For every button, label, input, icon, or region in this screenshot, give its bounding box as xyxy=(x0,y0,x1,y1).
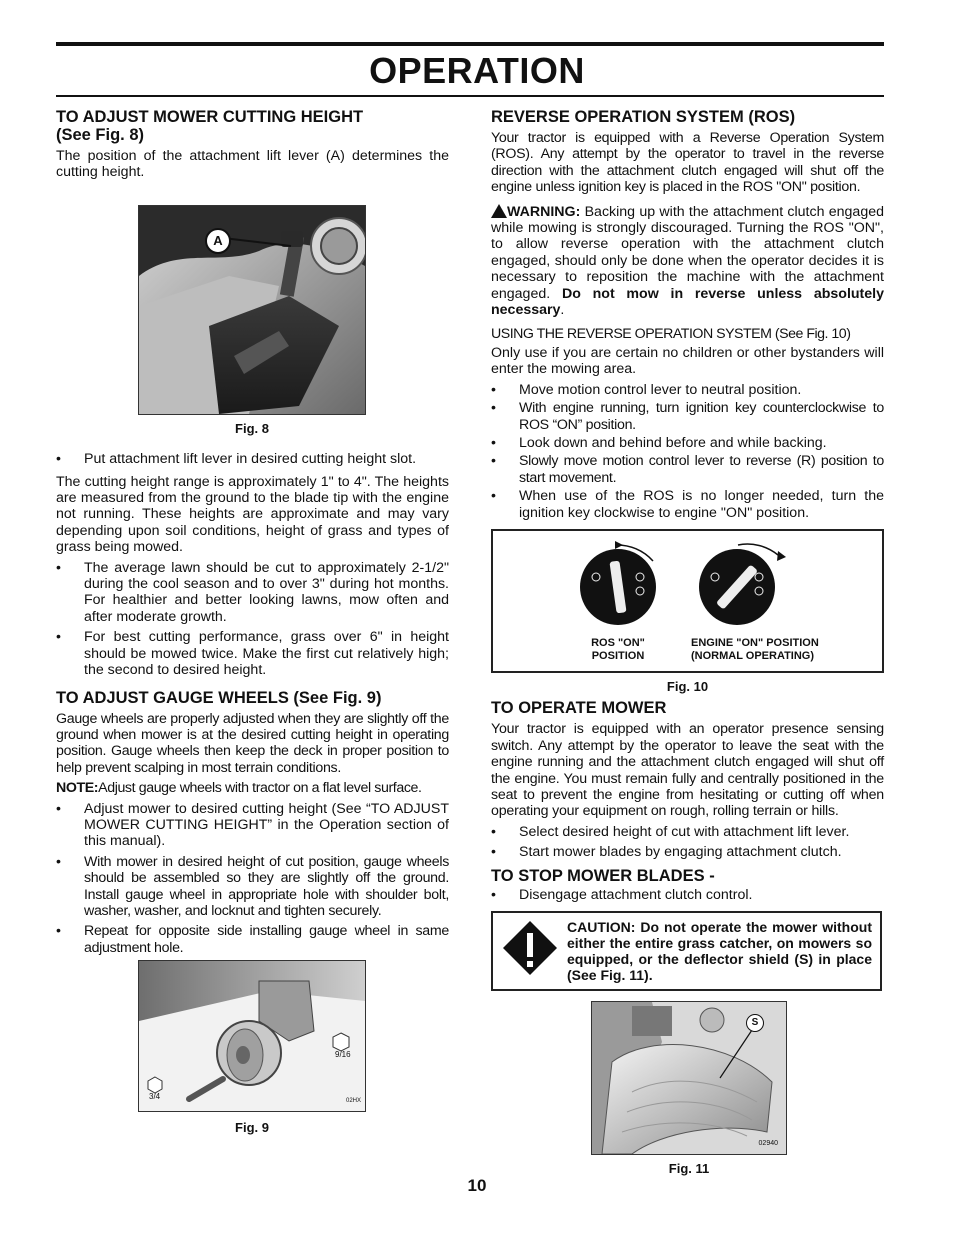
list-item: • Look down and behind before and while backing. xyxy=(491,435,884,451)
stop-blades-steps xyxy=(491,887,884,903)
cutting-height-heading: TO ADJUST MOWER CUTTING HEIGHT (See Fig. 8) xyxy=(56,108,364,144)
figure-10-label-ros: ROS "ON" POSITION xyxy=(591,636,645,662)
figure-9-label-3-4: 3/4 xyxy=(149,1092,161,1102)
figure-9-caption: Fig. 9 xyxy=(235,1120,269,1136)
figure-9-code: 02HX xyxy=(345,1097,361,1104)
figure-9 xyxy=(138,960,366,1136)
right-column xyxy=(491,108,884,1177)
list-item: • Adjust mower to desired cutting height (See “TO ADJUST MOWER CUTTING HEIGHT” in the Operation section of this manual). xyxy=(56,801,449,850)
header-rule-bottom xyxy=(56,95,884,97)
gauge-wheel-illustration xyxy=(139,961,365,1111)
figure-10-box xyxy=(491,529,884,673)
figure-9-image xyxy=(138,960,366,1112)
list-item: • When use of the ROS is no longer needed, turn the ignition key clockwise to engine "ON" position. xyxy=(491,488,884,521)
figure-10-label-engine: ENGINE "ON" POSITION (NORMAL OPERATING) xyxy=(691,636,819,662)
cutting-height-intro: The position of the attachment lift lever (A) determines the cutting height. xyxy=(56,148,449,181)
gauge-wheels-heading: TO ADJUST GAUGE WHEELS (See Fig. 9) xyxy=(56,688,382,707)
page-number: 10 xyxy=(467,1176,487,1195)
list-item: • Start mower blades by engaging attachment clutch. xyxy=(491,844,884,860)
list-item: • Repeat for opposite side installing gauge wheel in same adjustment hole. xyxy=(56,923,449,956)
list-item: • Slowly move motion control lever to reverse (R) position to start movement. xyxy=(491,453,884,486)
figure-11-code: 02940 xyxy=(758,1139,778,1147)
figure-11-image xyxy=(591,1001,787,1155)
page-title: OPERATION xyxy=(369,50,585,91)
gauge-wheels-intro: Gauge wheels are properly adjusted when they are slightly off the ground when mower is at the desired cutting height in operating position. Gauge wheels then keep the deck in proper position to help prevent scalping in most terrain conditions. xyxy=(56,710,449,776)
list-item: • The average lawn should be cut to approximately 2-1/2" during the cool season and to over 3" during hot months. For healthier and better looking lawns, mow often and after moderate growth. xyxy=(56,560,449,626)
operate-steps xyxy=(491,824,884,861)
caution-exclamation-icon xyxy=(501,919,559,977)
header-rule-top xyxy=(56,42,884,46)
ros-key-switch-icon xyxy=(580,541,656,625)
figure-8-image xyxy=(138,205,366,415)
list-item: • With engine running, turn ignition key counterclockwise to ROS “ON” position. xyxy=(491,400,884,433)
figure-11-callout-s: S xyxy=(746,1014,764,1032)
figure-8-caption: Fig. 8 xyxy=(235,420,269,436)
stop-blades-heading: TO STOP MOWER BLADES - xyxy=(491,866,715,885)
figure-8 xyxy=(138,205,366,437)
ros-steps xyxy=(491,382,884,521)
ros-using-heading: USING THE REVERSE OPERATION SYSTEM (See Fig. 10) xyxy=(491,326,851,343)
list-item: • Select desired height of cut with attachment lift lever. xyxy=(491,824,884,840)
ignition-switches-illustration xyxy=(493,531,882,631)
warning-triangle-icon xyxy=(491,204,507,218)
operate-heading: TO OPERATE MOWER xyxy=(491,699,667,718)
ros-warning: WARNING: Backing up with the attachment clutch engaged while mowing is strongly discouraged. Turning the ROS "ON", to allow reverse operation with the attachment clutch engaged, should only be done when the operator decides it is necessary to reposition the machine with the attachment engaged. Do not mow in reverse unless absolutely necessary. xyxy=(491,203,884,319)
ros-using-intro: Only use if you are certain no children or other bystanders will enter the mowing area. xyxy=(491,344,884,378)
ros-intro: Your tractor is equipped with a Reverse Operation System (ROS). Any attempt by the operator to travel in the reverse direction with the attachment clutch engaged will shut off the engine unless ignition key is placed in the ROS "ON" position. xyxy=(491,130,884,196)
figure-11-caption: Fig. 11 xyxy=(668,1161,710,1176)
figure-11 xyxy=(591,1001,787,1177)
cutting-height-bullet xyxy=(56,451,449,467)
list-item: • Disengage attachment clutch control. xyxy=(491,887,884,903)
list-item: • Move motion control lever to neutral position. xyxy=(491,382,884,398)
list-item: • With mower in desired height of cut position, gauge wheels should be assembled so they are slightly off the ground. Install gauge wheel in appropriate hole with shoulder bolt, washer, washer, and locknut and tighten securely. xyxy=(56,854,449,920)
engine-on-key-switch-icon xyxy=(699,544,786,625)
list-item: • For best cutting performance, grass over 6" in height should be mowed twice. Make the first cut relatively high; the second to desired height. xyxy=(56,629,449,678)
list-item: • Put attachment lift lever in desired cutting height slot. xyxy=(56,451,449,467)
operate-intro: Your tractor is equipped with an operator presence sensing switch. Any attempt by the operator to leave the seat with the engine running and the attachment clutch engaged will shut off the engine. You must remain fully and centrally positioned in the seat to prevent the engine from hesitating or cutting off when operating your equipment on rough, rolling terrain or hills. xyxy=(491,721,884,820)
figure-10-caption: Fig. 10 xyxy=(666,678,709,694)
figure-9-label-9-16: 9/16 xyxy=(335,1050,351,1060)
cutting-height-range: The cutting height range is approximately 1" to 4". The heights are measured from the ground to the blade tip with the engine not running. These heights are approximate and may vary depending upon soil conditions, height of grass and types of grass being mowed. xyxy=(56,473,449,556)
caution-box xyxy=(491,911,882,991)
gauge-wheels-note: NOTE:Adjust gauge wheels with tractor on a flat level surface. xyxy=(56,780,422,797)
ros-heading: REVERSE OPERATION SYSTEM (ROS) xyxy=(491,108,796,126)
left-column xyxy=(56,108,449,1137)
figure-8-callout-a: A xyxy=(205,228,231,254)
cutting-height-tips xyxy=(56,560,449,679)
caution-text: CAUTION: Do not operate the mower without either the entire grass catcher, on mowers so equipped, or the deflector shield (S) in place (See Fig. 11). xyxy=(567,919,872,983)
gauge-wheels-steps xyxy=(56,801,449,957)
figure-10 xyxy=(491,529,884,695)
lift-lever-illustration xyxy=(139,206,365,414)
